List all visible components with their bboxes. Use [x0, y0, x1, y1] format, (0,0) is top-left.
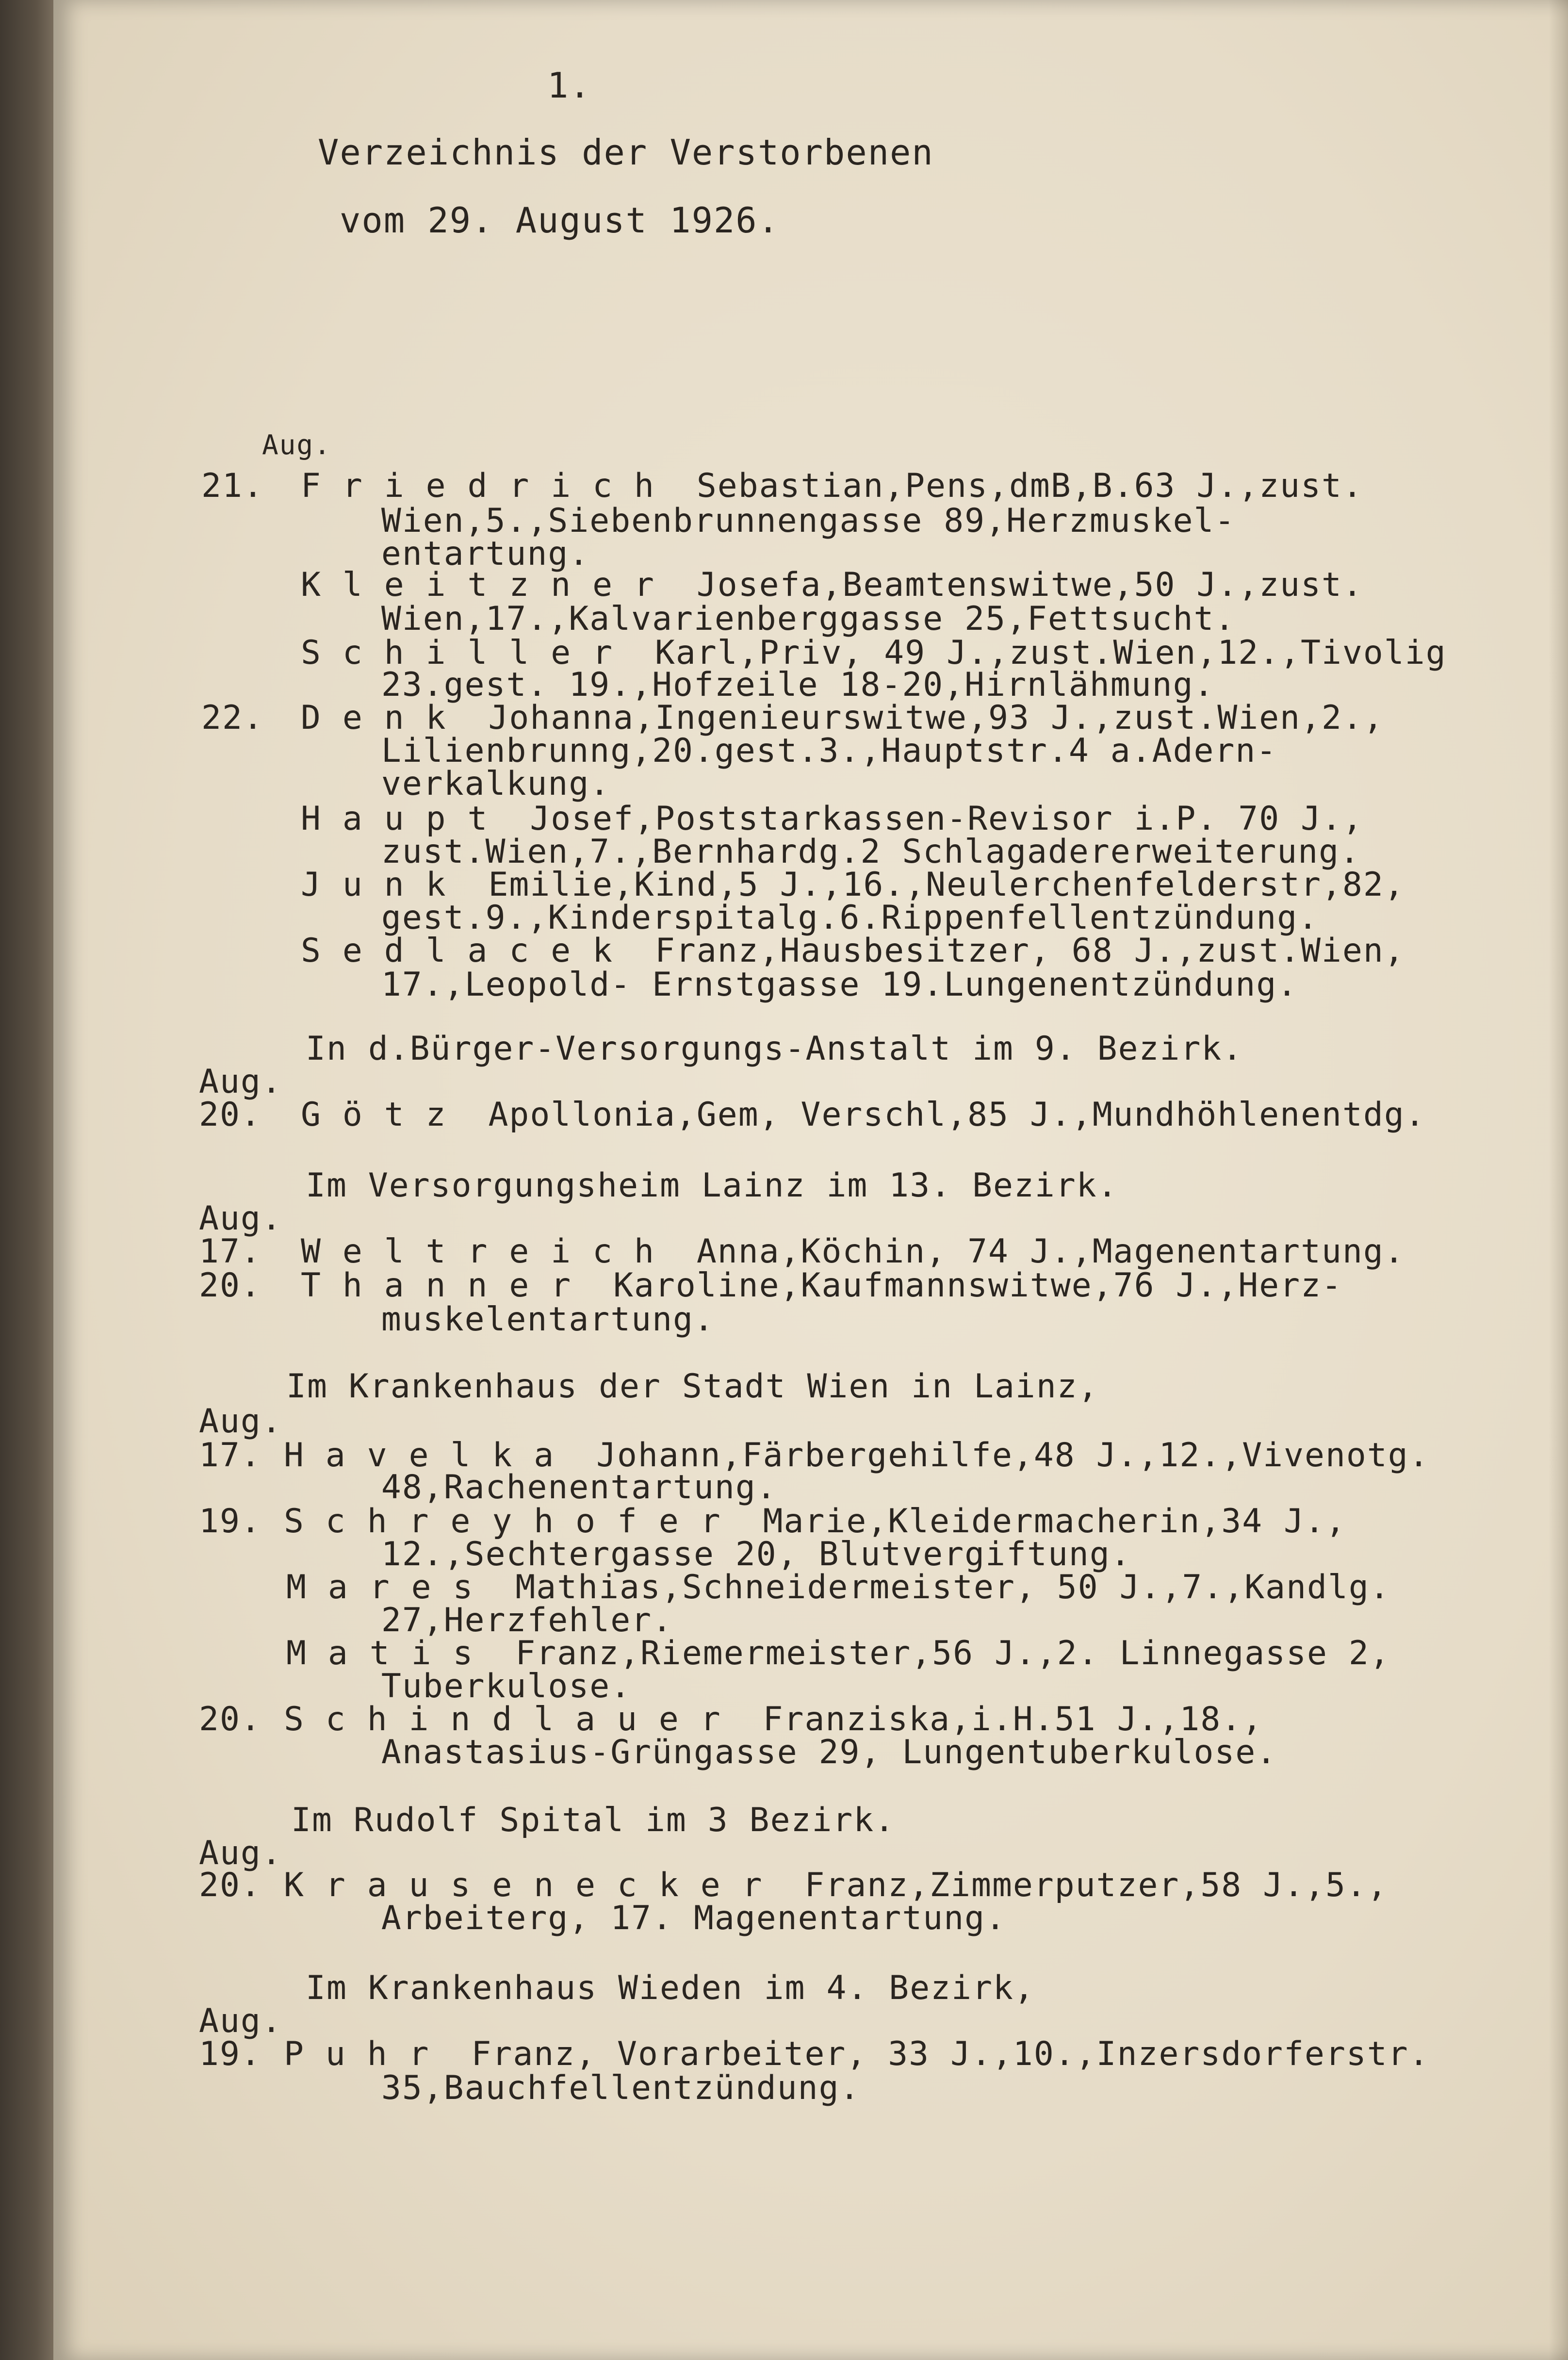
entry-line: 35,Bauchfellentzündung.: [340, 2069, 861, 2107]
section-heading: Im Versorgungsheim Lainz im 13. Bezirk.: [306, 1166, 1118, 1205]
section-heading: Im Rudolf Spital im 3 Bezirk.: [291, 1801, 896, 1839]
entry-line: J u n k Emilie,Kind,5 J.,16.,Neulerchenfelderstr,82,: [301, 866, 1405, 904]
entry-date: 20.: [199, 1700, 261, 1738]
entry-line: K l e i t z n e r Josefa,Beamtenswitwe,50 J.,zust.: [301, 566, 1363, 604]
page-number: 1.: [547, 65, 591, 106]
entry-line: Lilienbrunng,20.gest.3.,Hauptstr.4 a.Adern-: [340, 732, 1277, 770]
entry-line: S c h r e y h o f e r Marie,Kleidermacherin,34 J.,: [284, 1502, 1346, 1541]
entry-line: F r i e d r i c h Sebastian,Pens,dmB,B.63 J.,zust.: [301, 467, 1363, 505]
entry-line: zust.Wien,7.,Bernhardg.2 Schlagadererweiterung.: [340, 833, 1361, 871]
entry-date: 17.: [199, 1436, 261, 1475]
month-label: Aug.: [199, 1834, 282, 1872]
entry-line: G ö t z Apollonia,Gem, Verschl,85 J.,Mundhöhlenentdg.: [301, 1096, 1426, 1134]
entry-date: 19.: [199, 2035, 261, 2073]
entry-line: W e l t r e i c h Anna,Köchin, 74 J.,Magenentartung.: [301, 1232, 1405, 1271]
entry-date: 22.: [201, 699, 264, 737]
entry-line: D e n k Johanna,Ingenieurswitwe,93 J.,zust.Wien,2.,: [301, 699, 1384, 737]
entry-date: 20.: [199, 1266, 261, 1305]
entry-line: 48,Rachenentartung.: [340, 1468, 777, 1507]
section-heading: Im Krankenhaus der Stadt Wien in Lainz,: [286, 1367, 1099, 1406]
month-label: Aug.: [199, 1402, 282, 1441]
entry-line: P u h r Franz, Vorarbeiter, 33 J.,10.,Inzersdorferstr.: [284, 2035, 1430, 2073]
month-label: Aug.: [199, 2002, 282, 2040]
page-edge-shadow: [1549, 0, 1568, 2360]
entry-line: Tuberkulose.: [340, 1667, 632, 1705]
entry-line: Wien,17.,Kalvarienberggasse 25,Fettsucht.: [340, 600, 1236, 638]
entry-line: Anastasius-Grüngasse 29, Lungentuberkulose.: [340, 1733, 1277, 1771]
entry-date: 19.: [199, 1502, 261, 1541]
month-label: Aug.: [199, 1063, 282, 1101]
entry-date: 20.: [199, 1096, 261, 1134]
entry-line: 17.,Leopold- Ernstgasse 19.Lungenentzündung.: [340, 966, 1298, 1004]
entry-date: 20.: [199, 1866, 261, 1904]
month-label: Aug.: [199, 1199, 282, 1238]
entry-line: S c h i n d l a u e r Franziska,i.H.51 J.,18.,: [284, 1700, 1263, 1738]
document-subtitle: vom 29. August 1926.: [340, 200, 780, 241]
entry-line: muskelentartung.: [340, 1300, 715, 1339]
document-title: Verzeichnis der Verstorbenen: [318, 132, 934, 173]
month-label: Aug.: [262, 429, 331, 461]
entry-line: entartung.: [340, 535, 590, 573]
entry-line: H a u p t Josef,Poststarkassen-Revisor i.P. 70 J.,: [301, 800, 1363, 838]
section-heading: In d.Bürger-Versorgungs-Anstalt im 9. Bezirk.: [306, 1030, 1243, 1068]
entry-line: 27,Herzfehler.: [340, 1601, 673, 1639]
entry-line: S c h i l l e r Karl,Priv, 49 J.,zust.Wien,12.,Tivolig: [301, 634, 1447, 672]
entry-line: M a t i s Franz,Riemermeister,56 J.,2. Linnegasse 2,: [286, 1634, 1390, 1672]
entry-line: verkalkung.: [340, 765, 611, 803]
entry-date: 17.: [199, 1232, 261, 1271]
entry-line: 12.,Sechtergasse 20, Blutvergiftung.: [340, 1535, 1131, 1573]
entry-line: gest.9.,Kinderspitalg.6.Rippenfellentzündung.: [340, 899, 1319, 937]
entry-line: K r a u s e n e c k e r Franz,Zimmerputzer,58 J.,5.,: [284, 1866, 1388, 1904]
entry-line: Arbeiterg, 17. Magenentartung.: [340, 1899, 1007, 1937]
entry-line: T h a n n e r Karoline,Kaufmannswitwe,76 J.,Herz-: [301, 1266, 1342, 1305]
entry-line: M a r e s Mathias,Schneidermeister, 50 J.,7.,Kandlg.: [286, 1568, 1390, 1606]
entry-line: S e d l a c e k Franz,Hausbesitzer, 68 J.,zust.Wien,: [301, 932, 1405, 970]
entry-line: Wien,5.,Siebenbrunnengasse 89,Herzmuskel-: [340, 502, 1236, 540]
entry-line: H a v e l k a Johann,Färbergehilfe,48 J.,12.,Vivenotg.: [284, 1436, 1430, 1475]
entry-line: 23.gest. 19.,Hofzeile 18-20,Hirnlähmung.: [340, 666, 1215, 704]
entry-date: 21.: [201, 467, 264, 505]
section-heading: Im Krankenhaus Wieden im 4. Bezirk,: [306, 1969, 1035, 2007]
